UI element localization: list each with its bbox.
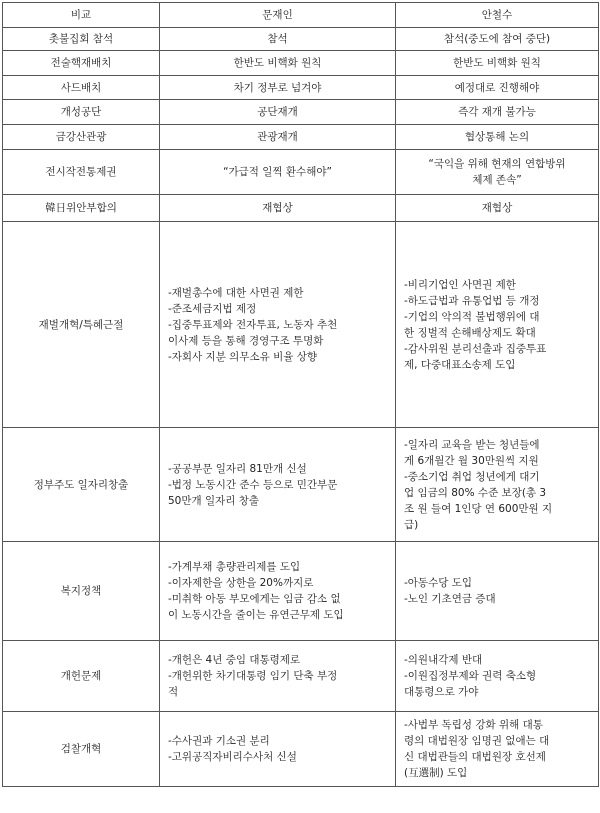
ahn-cell bbox=[396, 150, 599, 195]
moon-text: 한반도 비핵화 원칙 bbox=[233, 57, 322, 69]
ahn-text: 예정대로 진행해야 bbox=[454, 81, 540, 94]
ahn-text: 신 대법관들의 대법원장 호선제 bbox=[404, 751, 546, 763]
header-compare: 비교 bbox=[3, 3, 160, 28]
ahn-text: 체제 존속” bbox=[472, 174, 522, 186]
moon-text: -개헌은 4년 중임 대통령제로 bbox=[168, 654, 301, 666]
ahn-text: -의원내각제 반대 bbox=[404, 654, 483, 666]
moon-text: -재벌총수에 대한 사면권 제한 bbox=[168, 286, 304, 299]
ahn-text: 한반도 비핵화 원칙 bbox=[453, 57, 541, 69]
table-row bbox=[3, 150, 599, 195]
moon-cell bbox=[160, 28, 396, 51]
table-row bbox=[3, 195, 599, 222]
ahn-text: -이원집정부제와 권력 축소형 bbox=[404, 670, 537, 682]
moon-cell bbox=[160, 428, 396, 542]
ahn-cell bbox=[396, 51, 599, 76]
row-label: 개헌문제 bbox=[3, 641, 160, 712]
ahn-text: 급) bbox=[404, 518, 419, 531]
row-label: 사드배치 bbox=[3, 76, 160, 100]
moon-cell bbox=[160, 100, 396, 125]
ahn-text: “국익을 위해 현재의 연합방위 bbox=[428, 158, 566, 170]
moon-text: 적 bbox=[168, 686, 179, 698]
ahn-text: -노인 기초연금 증대 bbox=[404, 593, 496, 605]
comparison-table bbox=[2, 2, 599, 787]
moon-text: 공단재개 bbox=[257, 106, 298, 118]
ahn-cell bbox=[396, 542, 599, 641]
ahn-cell bbox=[396, 712, 599, 787]
moon-cell bbox=[160, 641, 396, 712]
moon-text: -이자제한을 상한을 20%까지로 bbox=[168, 577, 314, 589]
ahn-text: 한 징벌적 손해배상제도 확대 bbox=[404, 326, 536, 339]
ahn-text: 협상통해 논의 bbox=[464, 131, 530, 143]
ahn-cell bbox=[396, 222, 599, 428]
ahn-text: 게 6개월간 월 30만원씩 지원 bbox=[404, 454, 539, 467]
table-row bbox=[3, 428, 599, 542]
ahn-text: 참석(중도에 참여 중단) bbox=[443, 33, 551, 45]
ahn-text: (互選制) 도입 bbox=[404, 767, 468, 779]
moon-text: -개헌위한 차기대통령 임기 단축 부정 bbox=[168, 670, 338, 682]
row-label: 금강산관광 bbox=[3, 125, 160, 150]
ahn-text: 조 원 들여 1인당 연 600만원 지 bbox=[404, 502, 553, 515]
table-row bbox=[3, 28, 599, 51]
row-label: 복지정책 bbox=[3, 542, 160, 641]
moon-text: -준조세금지법 제정 bbox=[168, 302, 257, 315]
moon-text: 관광재개 bbox=[257, 131, 298, 143]
moon-text: -고위공직자비리수사처 신설 bbox=[168, 751, 297, 763]
table-row bbox=[3, 641, 599, 712]
table-row bbox=[3, 712, 599, 787]
ahn-text: -하도급법과 유통업법 등 개정 bbox=[404, 294, 540, 307]
row-label: 촛불집회 참석 bbox=[3, 28, 160, 51]
ahn-text: 즉각 재개 불가능 bbox=[458, 106, 536, 118]
ahn-text: -기업의 악의적 불법행위에 대 bbox=[404, 310, 540, 323]
ahn-cell bbox=[396, 76, 599, 100]
moon-text: 재협상 bbox=[262, 202, 293, 214]
table-row bbox=[3, 125, 599, 150]
moon-text: -가계부채 총량관리제를 도입 bbox=[168, 561, 301, 573]
moon-text: 참석 bbox=[267, 33, 288, 45]
moon-text: -집중투표제와 전자투표, 노동자 추천 bbox=[168, 318, 338, 331]
row-label: 정부주도 일자리창출 bbox=[3, 428, 160, 542]
table-row bbox=[3, 100, 599, 125]
header-row bbox=[3, 3, 599, 28]
ahn-text: -감사위원 분리선출과 집중투표 bbox=[404, 342, 547, 355]
moon-cell bbox=[160, 712, 396, 787]
moon-text: 차기 정부로 넘겨야 bbox=[233, 81, 322, 94]
ahn-text: -중소기업 취업 청년에게 대기 bbox=[404, 470, 540, 483]
table-row bbox=[3, 76, 599, 100]
moon-text: “가급적 일찍 환수해야” bbox=[223, 166, 332, 178]
moon-cell bbox=[160, 542, 396, 641]
ahn-text: 령의 대법원장 임명권 없애는 대 bbox=[404, 735, 550, 747]
moon-text: 이사제 등을 통해 경영구조 투명화 bbox=[168, 334, 324, 347]
ahn-cell bbox=[396, 125, 599, 150]
row-label: 검찰개혁 bbox=[3, 712, 160, 787]
moon-text: -자회사 지분 의무소유 비율 상향 bbox=[168, 350, 317, 363]
moon-text: -미취학 아동 부모에게는 임금 감소 없 bbox=[168, 593, 341, 605]
ahn-cell bbox=[396, 428, 599, 542]
table-row bbox=[3, 51, 599, 76]
ahn-cell bbox=[396, 195, 599, 222]
moon-cell bbox=[160, 76, 396, 100]
row-label: 韓日위안부합의 bbox=[3, 195, 160, 222]
ahn-text: -사법부 독립성 강화 위해 대통 bbox=[404, 719, 543, 731]
ahn-cell bbox=[396, 641, 599, 712]
ahn-text: -일자리 교육을 받는 청년들에 bbox=[404, 438, 540, 451]
moon-text: 이 노동시간을 줄이는 유연근무제 도입 bbox=[168, 609, 344, 621]
moon-cell bbox=[160, 150, 396, 195]
ahn-text: 업 임금의 80% 수준 보장(총 3 bbox=[404, 486, 547, 499]
moon-text: 50만개 일자리 창출 bbox=[168, 494, 260, 507]
moon-cell bbox=[160, 195, 396, 222]
ahn-cell bbox=[396, 28, 599, 51]
row-label: 전술핵재배치 bbox=[3, 51, 160, 76]
row-label: 전시작전통제권 bbox=[3, 150, 160, 195]
moon-cell bbox=[160, 125, 396, 150]
moon-text: -수사권과 기소권 분리 bbox=[168, 735, 270, 747]
moon-cell bbox=[160, 222, 396, 428]
table-row bbox=[3, 222, 599, 428]
ahn-text: 대통령으로 가야 bbox=[404, 686, 479, 698]
ahn-text: -아동수당 도입 bbox=[404, 577, 472, 589]
moon-cell bbox=[160, 51, 396, 76]
moon-text: -공공부문 일자리 81만개 신설 bbox=[168, 462, 307, 475]
row-label: 개성공단 bbox=[3, 100, 160, 125]
ahn-text: -비리기업인 사면권 제한 bbox=[404, 278, 516, 291]
header-ahn: 안철수 bbox=[396, 3, 599, 28]
ahn-text: 제, 다중대표소송제 도입 bbox=[404, 358, 516, 371]
header-moon: 문재인 bbox=[160, 3, 396, 28]
ahn-cell bbox=[396, 100, 599, 125]
ahn-text: 재협상 bbox=[481, 202, 513, 214]
moon-text: -법정 노동시간 준수 등으로 민간부문 bbox=[168, 478, 338, 491]
row-label: 재벌개혁/특혜근절 bbox=[3, 222, 160, 428]
table-row bbox=[3, 542, 599, 641]
